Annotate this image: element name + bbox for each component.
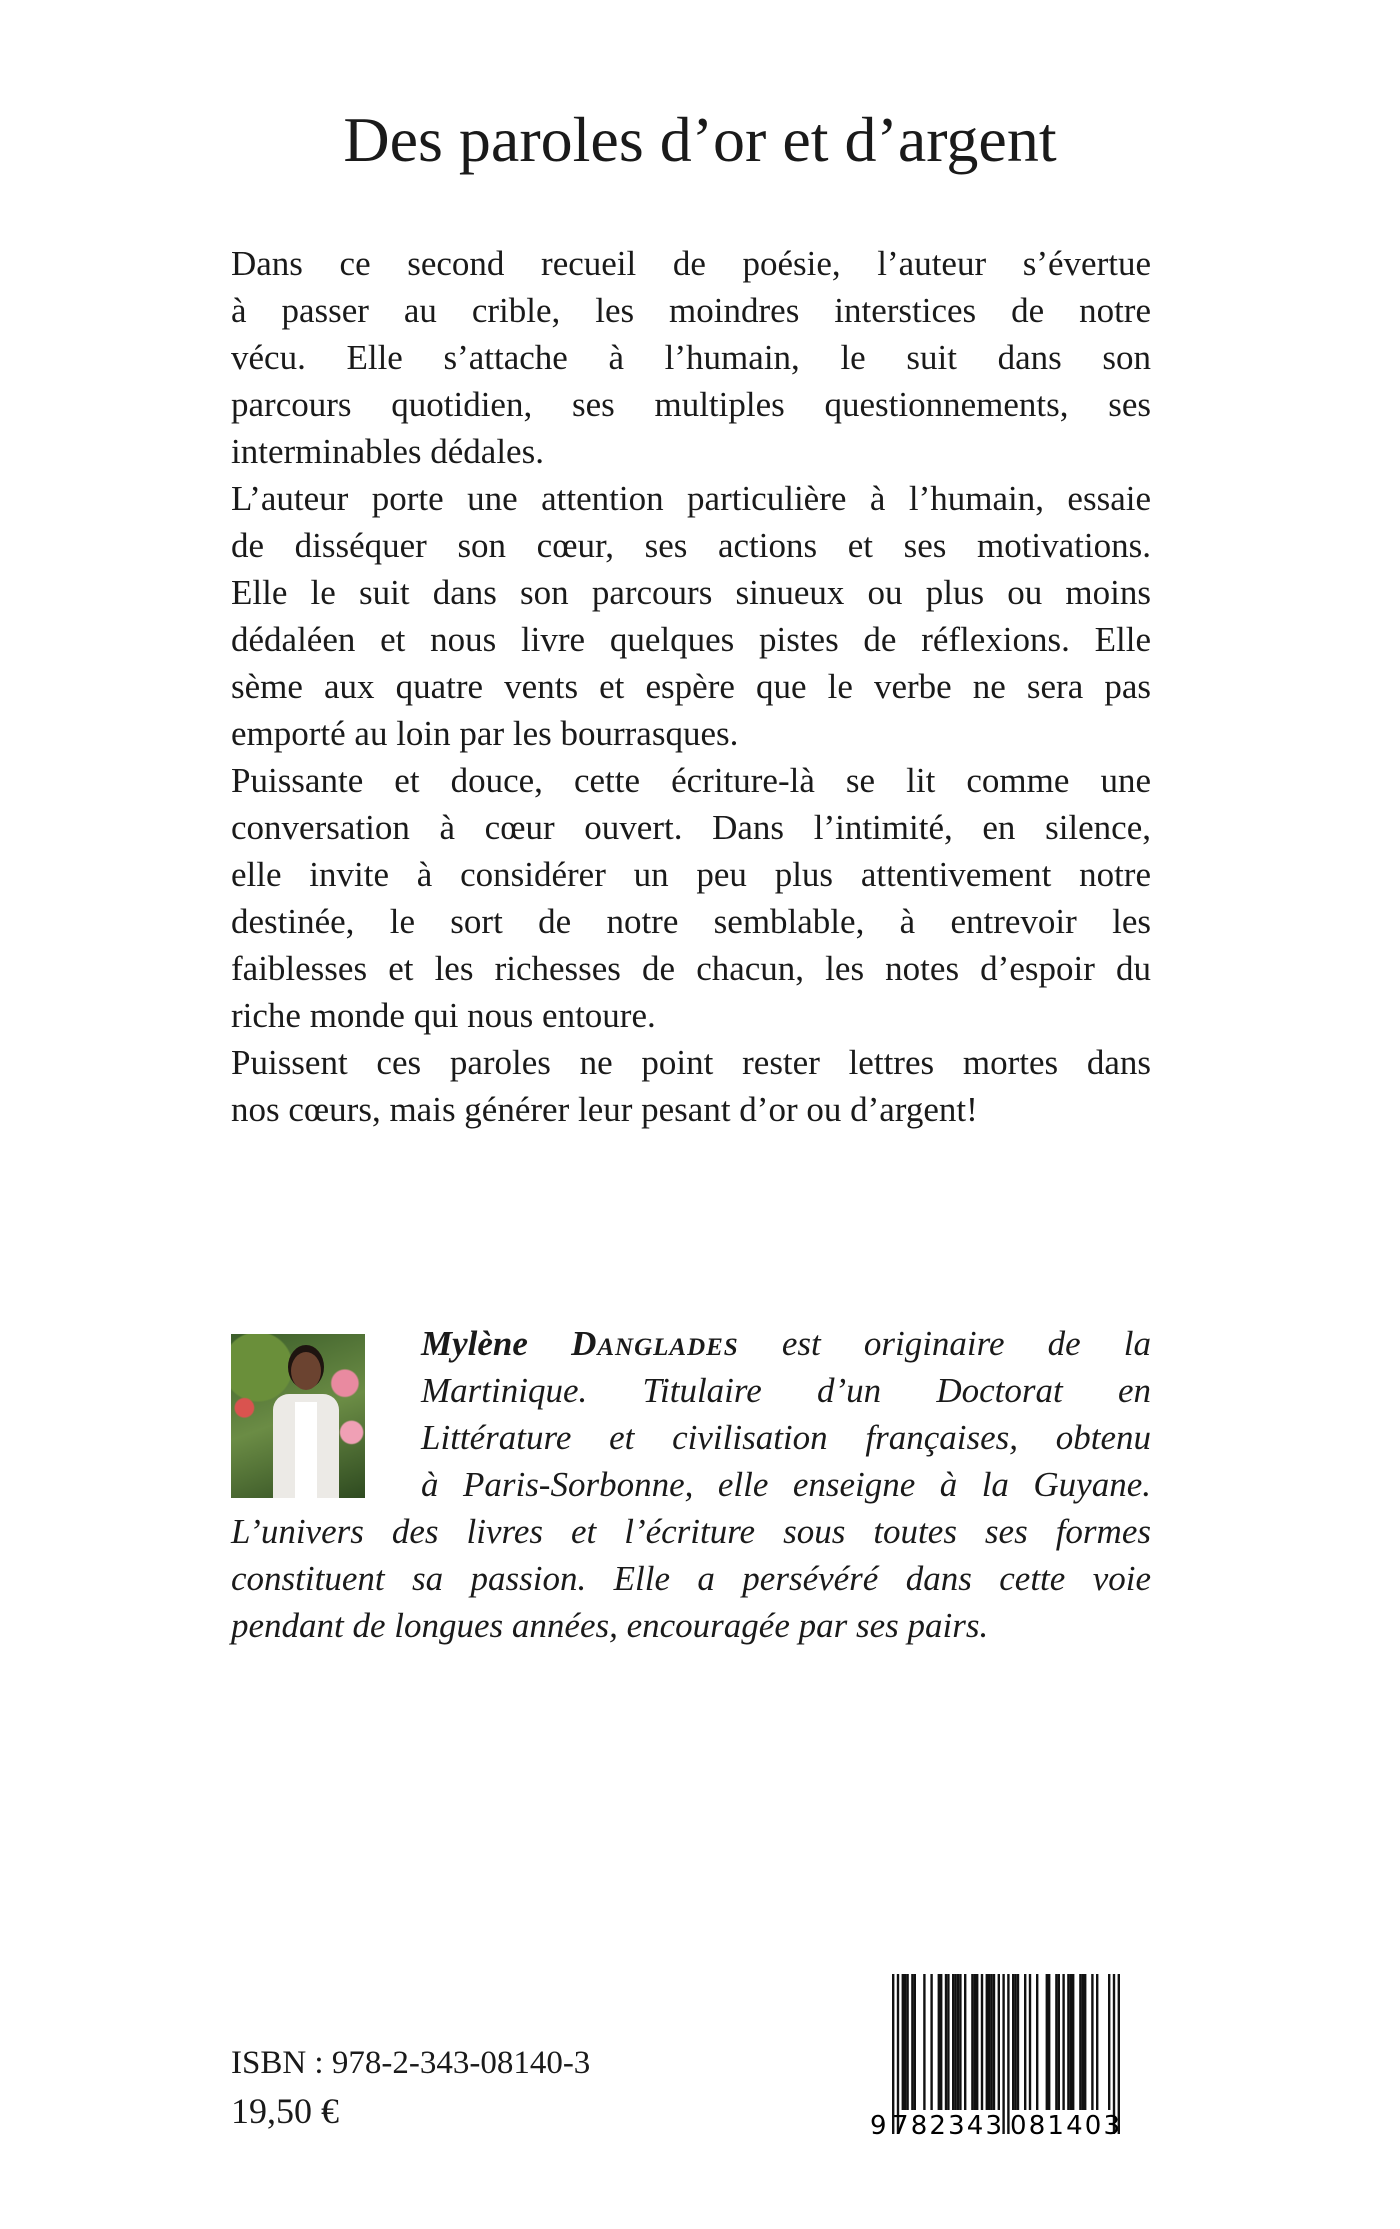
barcode-bar bbox=[1091, 1974, 1093, 2110]
barcode-bar bbox=[1062, 1974, 1064, 2110]
barcode-bar bbox=[1070, 1974, 1072, 2110]
barcode-bar bbox=[990, 1974, 992, 2110]
barcode-bar bbox=[1029, 1974, 1031, 2110]
barcode-bar bbox=[1036, 1974, 1038, 2110]
bio-line: L’univers des livres et l’écriture sous toutes ses formes bbox=[231, 1512, 1151, 1551]
barcode-bar bbox=[993, 1974, 995, 2110]
barcode-bar bbox=[1046, 1974, 1048, 2110]
blurb-line: sème aux quatre vents et espère que le verbe ne sera pas bbox=[231, 667, 1151, 706]
barcode-bar bbox=[952, 1974, 954, 2110]
blurb-line: parcours quotidien, ses multiples questionnements, ses bbox=[231, 385, 1151, 424]
barcode-bar bbox=[1067, 1974, 1069, 2110]
author-first-name: Mylène bbox=[421, 1324, 528, 1363]
barcode-bar bbox=[1055, 1974, 1057, 2110]
barcode-bar bbox=[911, 1974, 913, 2110]
barcode-bar bbox=[1096, 1974, 1098, 2110]
barcode-bar bbox=[1048, 1974, 1050, 2110]
barcode-bar bbox=[1002, 1974, 1004, 2134]
bio-line: à Paris-Sorbonne, elle enseigne à la Guyane. bbox=[421, 1465, 1151, 1504]
barcode-bar bbox=[1079, 1974, 1081, 2110]
barcode bbox=[870, 1974, 1140, 2139]
barcode-bar bbox=[1084, 1974, 1086, 2110]
blurb-line: Dans ce second recueil de poésie, l’auteur s’évertue bbox=[231, 244, 1151, 283]
barcode-bar bbox=[974, 1974, 976, 2110]
barcode-bar bbox=[998, 1974, 1000, 2110]
barcode-bar bbox=[947, 1974, 949, 2110]
blurb-line: de disséquer son cœur, ses actions et ses motivations. bbox=[231, 526, 1151, 565]
blurb-line: à passer au crible, les moindres interstices de notre bbox=[231, 291, 1151, 330]
barcode-bar bbox=[902, 1974, 904, 2110]
book-title: Des paroles d’or et d’argent bbox=[343, 104, 1057, 175]
barcode-bar bbox=[1012, 1974, 1014, 2110]
bio-line: constituent sa passion. Elle a persévéré dans cette voie bbox=[231, 1559, 1151, 1598]
barcode-first-digit: 9 bbox=[870, 2111, 887, 2139]
blurb-line: faiblesses et les richesses de chacun, les notes d’espoir du bbox=[231, 949, 1151, 988]
blurb-line: vécu. Elle s’attache à l’humain, le suit dans son bbox=[231, 338, 1151, 377]
barcode-bar bbox=[971, 1974, 973, 2110]
blurb-line: Puissent ces paroles ne point rester lettres mortes dans bbox=[231, 1043, 1151, 1082]
bio-line: Littérature et civilisation françaises, obtenu bbox=[421, 1418, 1151, 1457]
barcode-bar bbox=[1118, 1974, 1120, 2134]
barcode-bar bbox=[988, 1974, 990, 2110]
blurb bbox=[231, 240, 1151, 1133]
author-last-name: Danglades bbox=[571, 1324, 739, 1363]
barcode-bar bbox=[981, 1974, 983, 2110]
blurb-line: Puissante et douce, cette écriture-là se lit comme une bbox=[231, 761, 1151, 800]
barcode-bar bbox=[904, 1974, 906, 2110]
barcode-bar bbox=[1072, 1974, 1074, 2110]
barcode-bar bbox=[930, 1974, 932, 2110]
barcode-bar bbox=[954, 1974, 956, 2110]
barcode-bar bbox=[1024, 1974, 1026, 2110]
barcode-bar bbox=[1007, 1974, 1009, 2134]
blurb-line: Elle le suit dans son parcours sinueux ou plus ou moins bbox=[231, 573, 1151, 612]
bio-text: est originaire de la bbox=[781, 1324, 1152, 1363]
barcode-bar bbox=[957, 1974, 959, 2110]
blurb-line: conversation à cœur ouvert. Dans l’intimité, en silence, bbox=[231, 808, 1151, 847]
barcode-bar bbox=[1058, 1974, 1060, 2110]
barcode-bar bbox=[923, 1974, 925, 2110]
barcode-bar bbox=[940, 1974, 942, 2110]
barcode-bar bbox=[964, 1974, 966, 2110]
barcode-bar bbox=[945, 1974, 947, 2110]
barcode-bar bbox=[906, 1974, 908, 2110]
barcode-right-digits: 081403 bbox=[1010, 2111, 1120, 2139]
author-bio bbox=[231, 1320, 1151, 1649]
barcode-bar bbox=[914, 1974, 916, 2110]
barcode-bar bbox=[938, 1974, 940, 2110]
bio-line: pendant de longues années, encouragée par ses pairs. bbox=[231, 1606, 989, 1645]
barcode-bar bbox=[892, 1974, 894, 2134]
blurb-line: dédaléen et nous livre quelques pistes de réflexions. Elle bbox=[231, 620, 1151, 659]
barcode-bar bbox=[1014, 1974, 1016, 2110]
blurb-line: nos cœurs, mais générer leur pesant d’or ou d’argent! bbox=[231, 1090, 978, 1129]
barcode-bar bbox=[1017, 1974, 1019, 2110]
bio-line: Martinique. Titulaire d’un Doctorat en bbox=[421, 1371, 1151, 1410]
barcode-bar bbox=[959, 1974, 961, 2110]
blurb-line: elle invite à considérer un peu plus attentivement notre bbox=[231, 855, 1151, 894]
price: 19,50 € bbox=[231, 2091, 339, 2131]
barcode-bar bbox=[1113, 1974, 1115, 2134]
blurb-line: riche monde qui nous entoure. bbox=[231, 996, 656, 1035]
blurb-line: L’auteur porte une attention particulière à l’humain, essaie bbox=[231, 479, 1151, 518]
barcode-bar bbox=[897, 1974, 899, 2134]
bio-line bbox=[421, 1320, 1151, 1367]
isbn: ISBN : 978-2-343-08140-3 bbox=[231, 2045, 591, 2081]
barcode-bar bbox=[986, 1974, 988, 2110]
barcode-bar bbox=[1108, 1974, 1110, 2110]
blurb-line: destinée, le sort de notre semblable, à entrevoir les bbox=[231, 902, 1151, 941]
barcode-bar bbox=[1082, 1974, 1084, 2110]
blurb-line: interminables dédales. bbox=[231, 432, 544, 471]
barcode-bar bbox=[976, 1974, 978, 2110]
blurb-line: emporté au loin par les bourrasques. bbox=[231, 714, 739, 753]
barcode-left-digits: 782343 bbox=[892, 2111, 1002, 2139]
